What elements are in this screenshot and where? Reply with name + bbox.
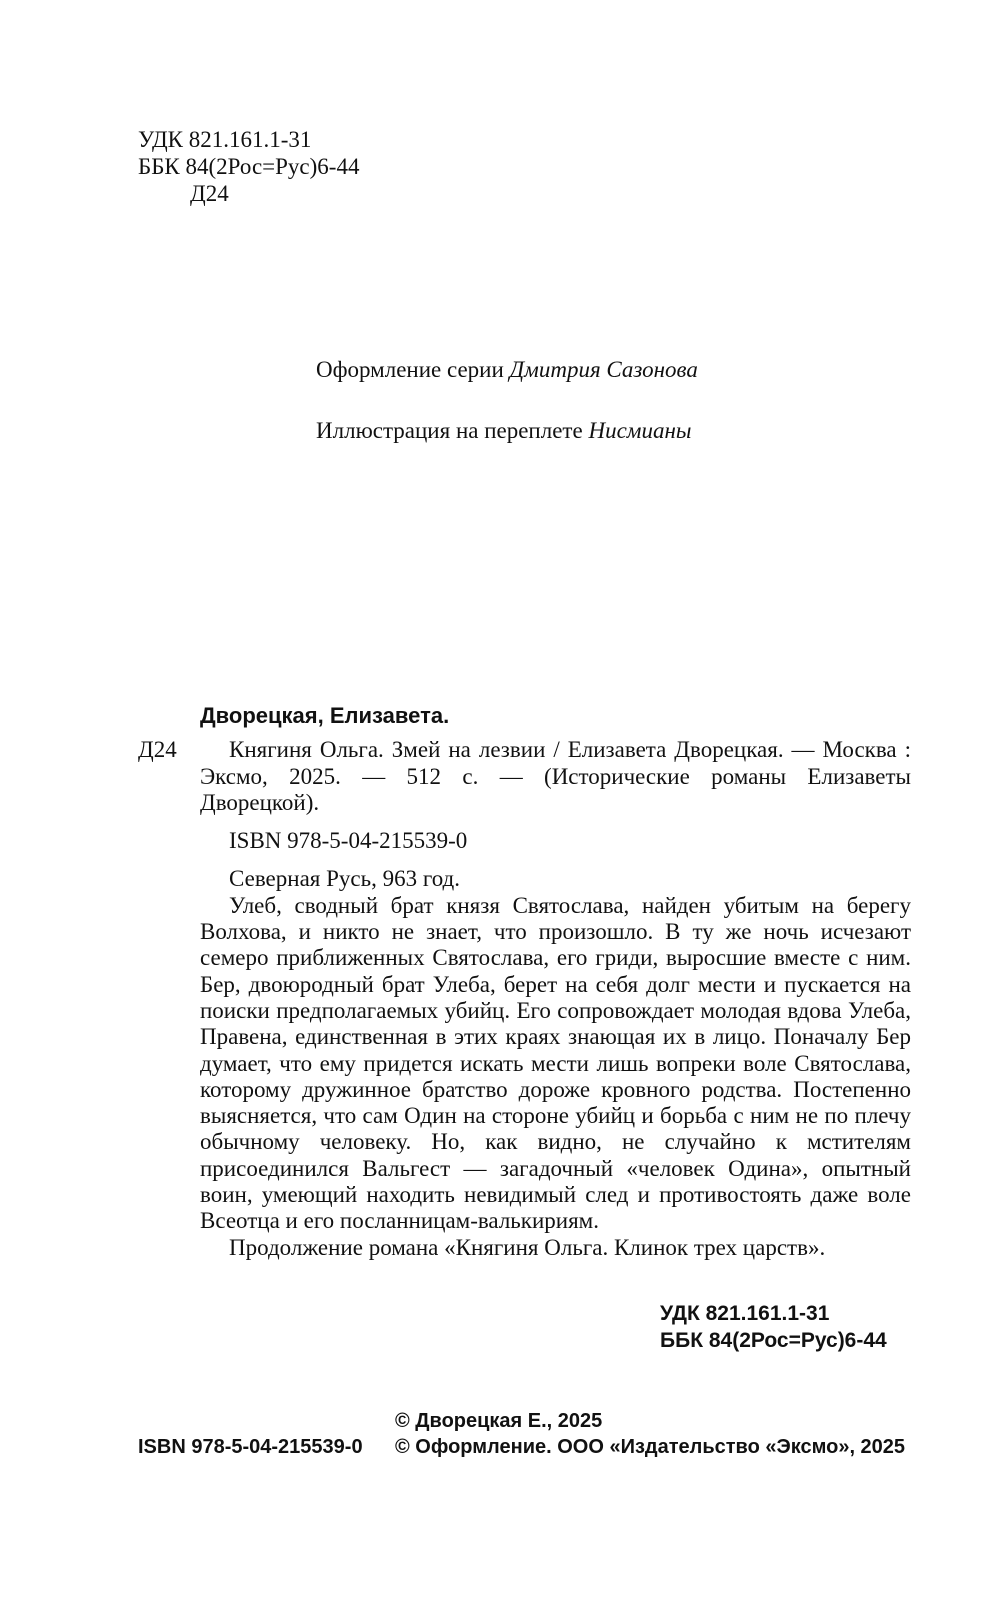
- series-design-credit: [316, 356, 746, 384]
- cover-illustration-credit: [316, 417, 746, 445]
- copyright-isbn: ISBN 978-5-04-215539-0: [138, 1436, 363, 1458]
- record-author: Дворецкая, Елизавета.: [200, 703, 450, 728]
- author-sign: Д24: [190, 181, 229, 206]
- bbk-code: ББК 84(2Рос=Рус)6-44: [138, 154, 360, 179]
- record-author-sign: Д24: [138, 737, 177, 763]
- abstract: [138, 866, 911, 1260]
- author-copyright: © Дворецкая Е., 2025: [395, 1410, 603, 1432]
- bottom-classification: [660, 1300, 887, 1354]
- series-designer-name: Дмитрия Сазонова: [509, 357, 698, 382]
- title-statement-row: [138, 737, 911, 816]
- bibliographic-record: [138, 703, 911, 1261]
- series-design-label: Оформление серии: [316, 357, 510, 382]
- abstract-summary: Улеб, сводный брат князя Святослава, найден убитым на берегу Волхова, и никто не знает, что произошло. В ту же ночь исчезают семеро приближенных Святослава, его гриди, выросшие вместе с ним. Бер, двоюродный брат Улеба, берет на себя долг мести и пускается на поиски предполагаемых убийц. Его сопровождает молодая вдова Улеба, Правена, единственная в этих краях знающая их в лицо. Поначалу Бер думает, что ему придется искать мести лишь вопреки воле Святослава, которому дружинное братство дороже кровного родства. Постепенно выясняется, что сам Один на стороне убийц и борьба с ним не по плечу обычному человеку. Но, как видно, не случайно к мстителям присоединился Вальгест — загадочный «человек Одина», опытный воин, умеющий находить невидимый след и противостоять даже воле Всеотца и его посланницам-валькириям.: [200, 892, 911, 1234]
- bottom-udk-code: УДК 821.161.1-31: [660, 1302, 830, 1325]
- cover-illustration-label: Иллюстрация на переплете: [316, 418, 589, 443]
- bottom-bbk-code: ББК 84(2Рос=Рус)6-44: [660, 1329, 887, 1352]
- udk-code: УДК 821.161.1-31: [138, 127, 312, 152]
- abstract-continuation: Продолжение романа «Княгиня Ольга. Клинок трех царств».: [229, 1234, 826, 1260]
- record-isbn: ISBN 978-5-04-215539-0: [229, 828, 468, 854]
- copyright-notices: [395, 1408, 905, 1460]
- top-classification: [138, 126, 359, 207]
- design-copyright: © Оформление. ООО «Издательство «Эксмо», 2025: [395, 1436, 906, 1458]
- title-statement: Княгиня Ольга. Змей на лезвии / Елизавета Дворецкая. — Москва : Эксмо, 2025. — 512 с. — (Исторические романы Елизаветы Дворецкой).: [200, 737, 911, 815]
- abstract-setting: Северная Русь, 963 год.: [229, 866, 460, 892]
- cover-illustrator-name: Нисмианы: [588, 418, 692, 443]
